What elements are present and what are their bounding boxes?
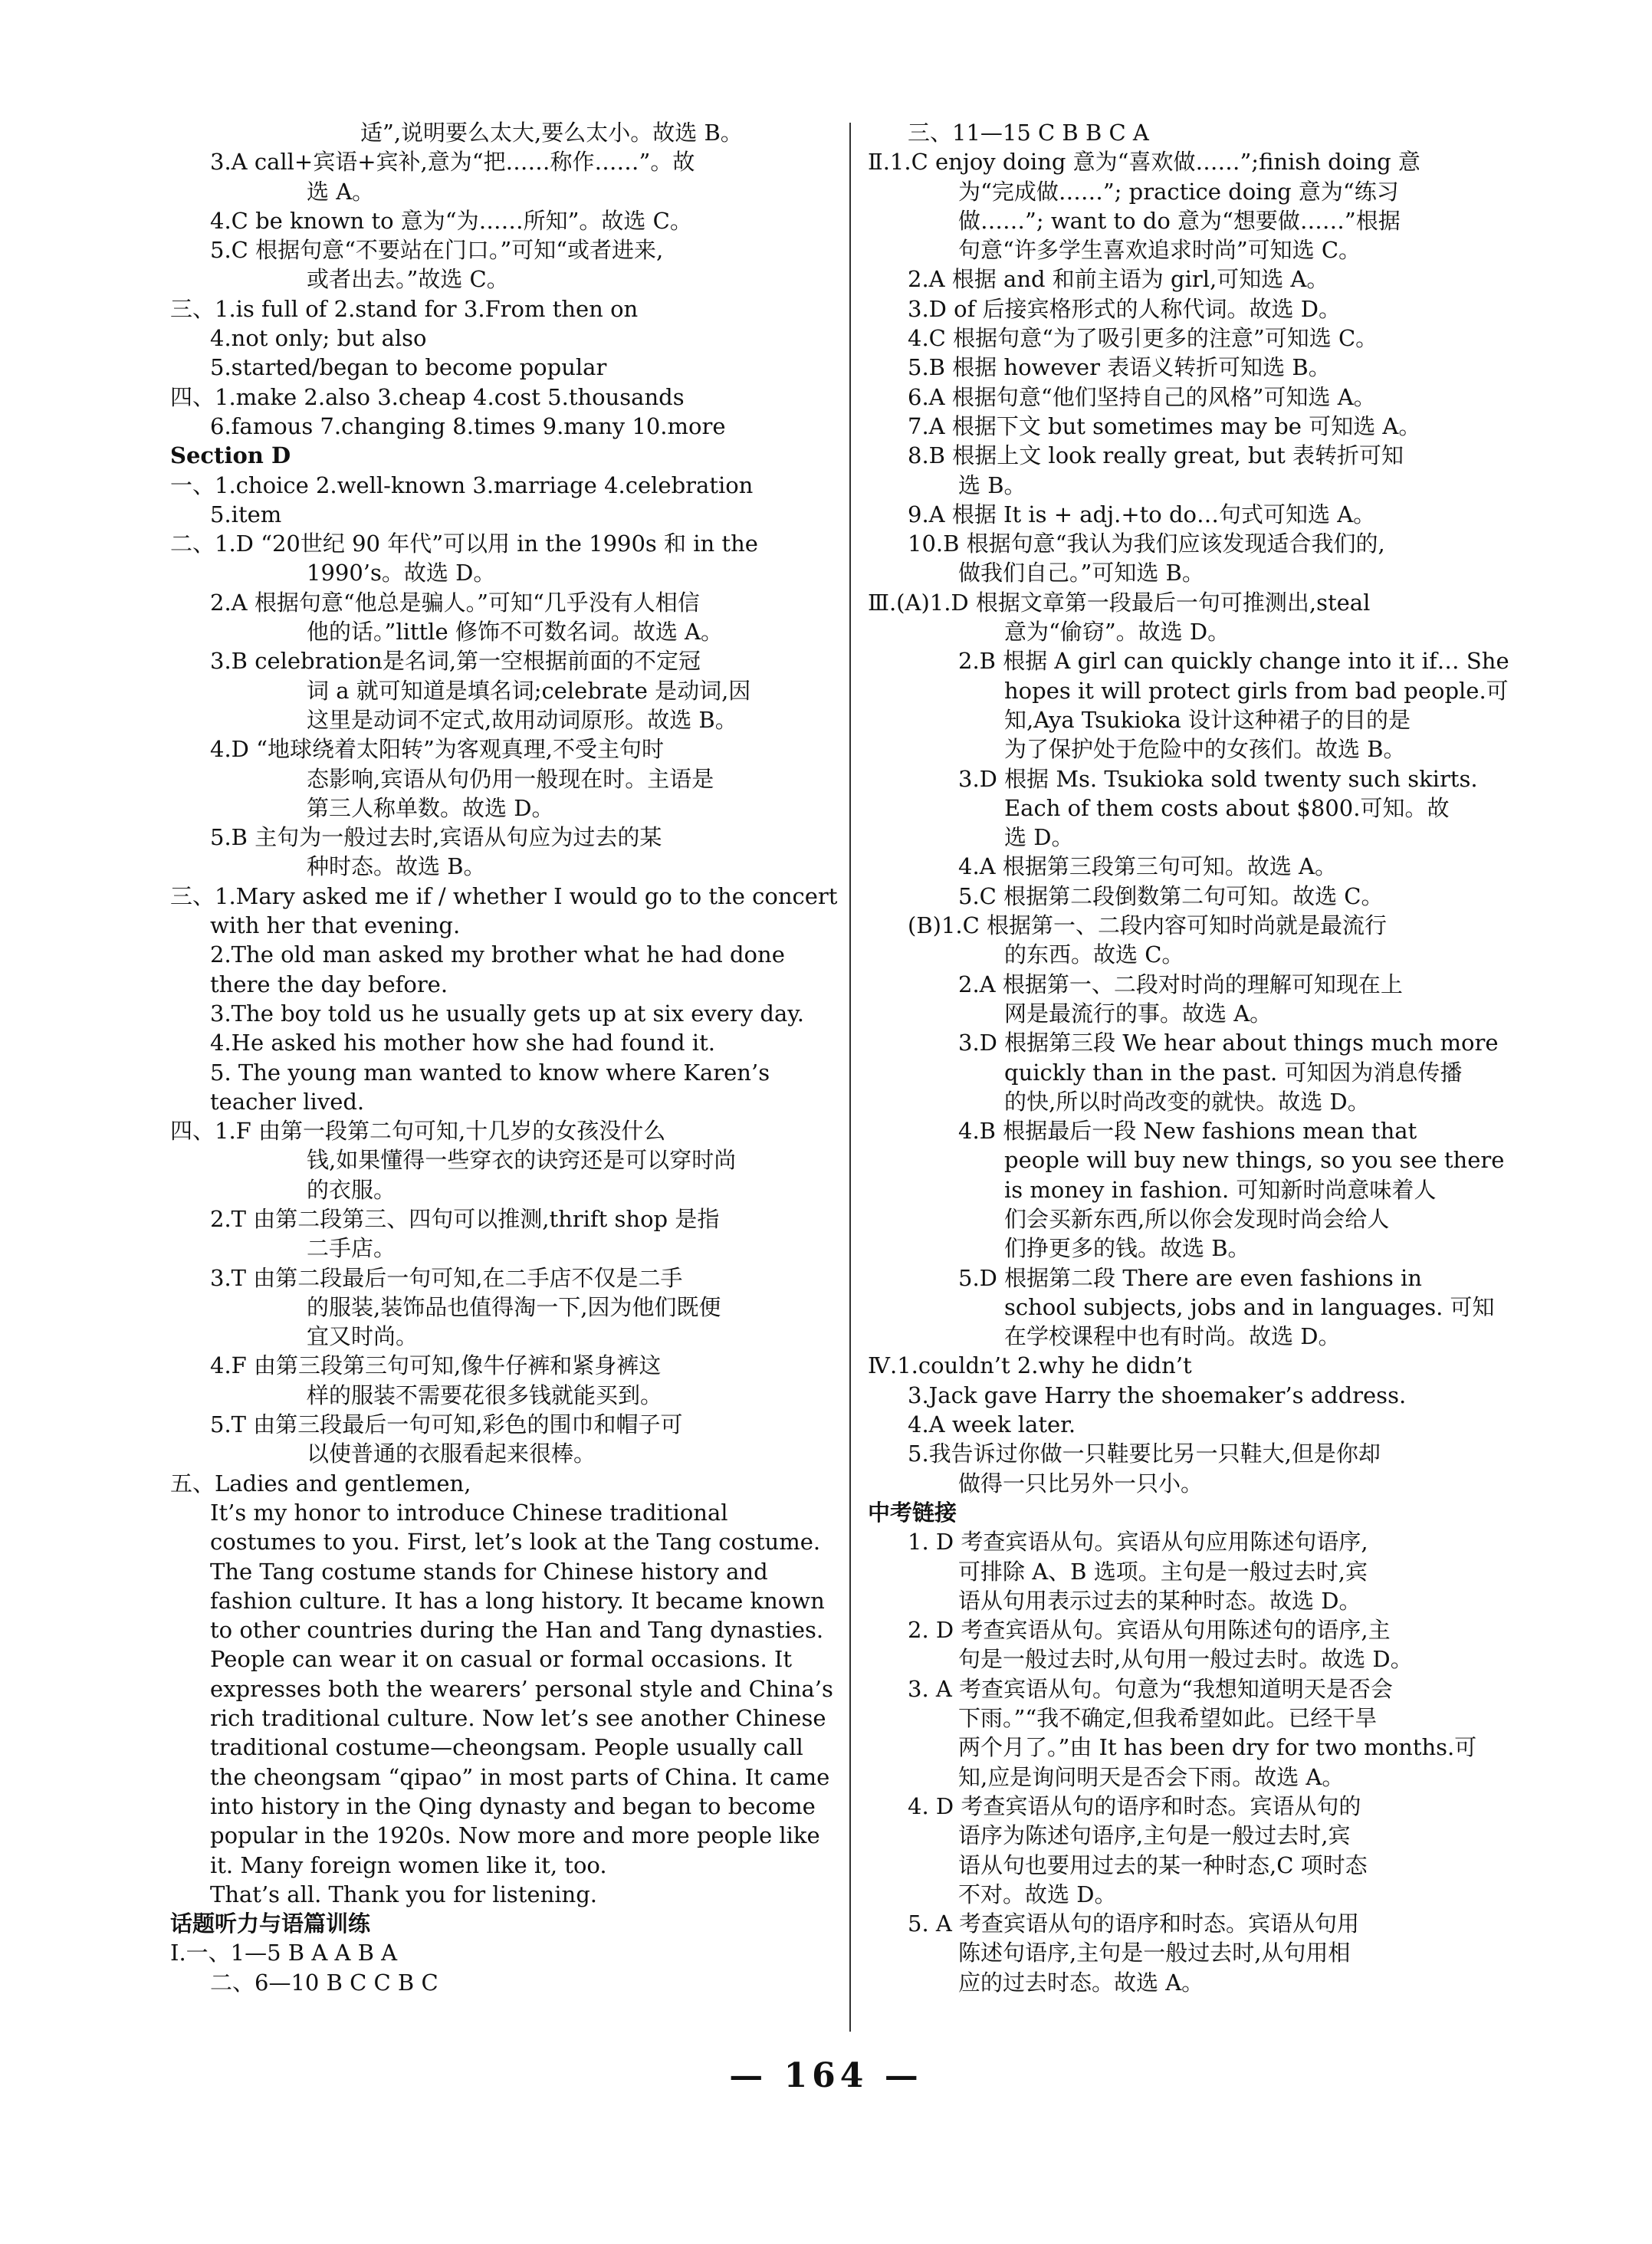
text-line: 6.A 根据句意“他们坚持自己的风格”可知选 A。 bbox=[908, 383, 1376, 410]
text-line: 在学校课程中也有时尚。故选 D。 bbox=[1004, 1323, 1341, 1350]
text-line: 4.not only; but also bbox=[210, 325, 427, 352]
text-line: 选 D。 bbox=[1004, 824, 1074, 851]
text-line: 语序为陈述句语序,主句是一般过去时,宾 bbox=[958, 1822, 1351, 1849]
text-line: with her that evening. bbox=[210, 912, 461, 939]
text-line: 第三人称单数。故选 D。 bbox=[307, 794, 554, 821]
text-line: 三、1.is full of 2.stand for 3.From then on bbox=[170, 295, 639, 322]
text-line: 选 B。 bbox=[958, 471, 1026, 498]
text-line: the cheongsam “qipao” in most parts of China. It came bbox=[210, 1763, 830, 1790]
text-line: 这里是动词不定式,故用动词原形。故选 B。 bbox=[307, 706, 737, 733]
text-line: It’s my honor to introduce Chinese traditional bbox=[210, 1499, 728, 1526]
text-line: 四、1.F 由第一段第二句可知,十几岁的女孩没什么 bbox=[170, 1118, 666, 1145]
text-line: 种时态。故选 B。 bbox=[307, 853, 486, 880]
text-line: 4.A week later. bbox=[908, 1411, 1076, 1438]
text-line: 2. D 考查宾语从句。宾语从句用陈述句的语序,主 bbox=[908, 1617, 1391, 1644]
text-line: 3.D 根据第三段 We hear about things much more bbox=[958, 1030, 1499, 1056]
text-line: 可排除 A、B 选项。主句是一般过去时,宾 bbox=[958, 1558, 1368, 1585]
page-number: — 164 — bbox=[729, 2056, 923, 2095]
text-line: 2.A 根据第一、二段对时尚的理解可知现在上 bbox=[958, 971, 1403, 997]
text-line: 知,Aya Tsukioka 设计这种裙子的目的是 bbox=[1004, 706, 1411, 733]
text-line: The Tang costume stands for Chinese history and bbox=[210, 1558, 768, 1585]
text-line: 5.我告诉过你做一只鞋要比另一只鞋大,但是你却 bbox=[908, 1441, 1381, 1467]
text-line: 词 a 就可知道是填名词;celebrate 是动词,因 bbox=[307, 677, 751, 704]
text-line: 意为“偷窃”。故选 D。 bbox=[1004, 619, 1230, 646]
text-line: 2.A 根据 and 和前主语为 girl,可知选 A。 bbox=[908, 266, 1329, 293]
text-line: 6.famous 7.changing 8.times 9.many 10.more bbox=[210, 412, 726, 439]
text-line: 2.The old man asked my brother what he had done bbox=[210, 941, 785, 968]
text-line: 网是最流行的事。故选 A。 bbox=[1004, 1000, 1273, 1027]
text-line: to other countries during the Han and Tang dynasties. bbox=[210, 1617, 824, 1644]
text-line: 4.B 根据最后一段 New fashions mean that bbox=[958, 1118, 1417, 1145]
text-line: 钱,如果懂得一些穿衣的诀窍还是可以穿时尚 bbox=[307, 1147, 737, 1174]
text-line: 句意“许多学生喜欢追求时尚”可知选 C。 bbox=[958, 237, 1361, 264]
column-divider bbox=[849, 123, 851, 2032]
text-line: 4.A 根据第三段第三句可知。故选 A。 bbox=[958, 853, 1337, 880]
text-line: 陈述句语序,主句是一般过去时,从句用相 bbox=[958, 1940, 1351, 1966]
text-line: 4.C 根据句意“为了吸引更多的注意”可知选 C。 bbox=[908, 325, 1378, 352]
text-line: Ⅲ.(A)1.D 根据文章第一段最后一句可推测出,steal bbox=[868, 589, 1371, 616]
text-line: 语从句用表示过去的某种时态。故选 D。 bbox=[958, 1587, 1361, 1614]
text-line: 5. A 考查宾语从句的语序和时态。宾语从句用 bbox=[908, 1911, 1360, 1937]
text-line: people will buy new things, so you see there bbox=[1004, 1147, 1505, 1174]
text-line: 三、11—15 C B B C A bbox=[908, 120, 1149, 146]
text-line: 做得一只比另外一只小。 bbox=[958, 1470, 1204, 1497]
text-line: 他的话。”little 修饰不可数名词。故选 A。 bbox=[307, 619, 724, 646]
text-line: 二、1.D “20世纪 90 年代”可以用 in the 1990s 和 in the bbox=[170, 531, 758, 557]
left-column bbox=[170, 118, 845, 1997]
text-line: People can wear it on casual or formal occasions. It bbox=[210, 1646, 793, 1673]
text-line: 三、1.Mary asked me if / whether I would go to the concert bbox=[170, 882, 838, 909]
text-line: 4.C be known to 意为“为……所知”。故选 C。 bbox=[210, 207, 692, 234]
text-line: 适”,说明要么太大,要么太小。故选 B。 bbox=[360, 120, 743, 146]
right-column bbox=[868, 118, 1524, 1997]
text-line: is money in fashion. 可知新时尚意味着人 bbox=[1004, 1176, 1437, 1203]
text-line: 应的过去时态。故选 A。 bbox=[958, 1969, 1204, 1996]
text-line: 10.B 根据句意“我认为我们应该发现适合我们的, bbox=[908, 531, 1385, 557]
text-line: 5.C 根据句意“不要站在门口。”可知“或者进来, bbox=[210, 237, 664, 264]
text-line: 9.A 根据 It is + adj.+to do…句式可知选 A。 bbox=[908, 501, 1376, 527]
text-line: 3.Jack gave Harry the shoemaker’s address. bbox=[908, 1382, 1407, 1408]
text-line: 以使普通的衣服看起来很棒。 bbox=[307, 1441, 596, 1467]
text-line: school subjects, jobs and in languages. 可知 bbox=[1004, 1293, 1495, 1320]
text-line: 的衣服。 bbox=[307, 1176, 396, 1203]
text-line: 的服装,装饰品也值得淘一下,因为他们既便 bbox=[307, 1293, 721, 1320]
text-line: Ⅱ.1.C enjoy doing 意为“喜欢做……”;finish doing 意 bbox=[868, 149, 1420, 176]
text-line: there the day before. bbox=[210, 971, 448, 997]
text-line: 4.F 由第三段第三句可知,像牛仔裤和紧身裤这 bbox=[210, 1352, 662, 1379]
text-line: 5.B 根据 however 表语义转折可知选 B。 bbox=[908, 354, 1331, 381]
text-line: 5.B 主句为一般过去时,宾语从句应为过去的某 bbox=[210, 824, 662, 851]
text-line: 宜又时尚。 bbox=[307, 1323, 419, 1350]
text-line: 们挣更多的钱。故选 B。 bbox=[1004, 1235, 1250, 1262]
text-line: 3.The boy told us he usually gets up at six every day. bbox=[210, 1000, 804, 1027]
text-line: costumes to you. First, let’s look at the Tang costume. bbox=[210, 1529, 821, 1556]
text-line: 3. A 考查宾语从句。句意为“我想知道明天是否会 bbox=[908, 1675, 1393, 1702]
text-line: 5.T 由第三段最后一句可知,彩色的围巾和帽子可 bbox=[210, 1411, 683, 1438]
text-line: 做……”; want to do 意为“想要做……”根据 bbox=[958, 207, 1401, 234]
text-line: Ⅰ.一、1—5 B A A B A bbox=[170, 1940, 398, 1966]
text-line: 为了保护处于危险中的女孩们。故选 B。 bbox=[1004, 736, 1406, 763]
text-line: Ⅳ.1.couldn’t 2.why he didn’t bbox=[868, 1352, 1192, 1379]
text-line: 2.A 根据句意“他总是骗人。”可知“几乎没有人相信 bbox=[210, 589, 700, 616]
text-line: 5. The young man wanted to know where Karen’s bbox=[210, 1059, 770, 1086]
text-line: 7.A 根据下文 but sometimes may be 可知选 A。 bbox=[908, 412, 1421, 439]
text-line: 不对。故选 D。 bbox=[958, 1881, 1117, 1907]
text-line: 5.item bbox=[210, 501, 282, 527]
text-line: 们会买新东西,所以你会发现时尚会给人 bbox=[1004, 1205, 1390, 1232]
text-line: 二、6—10 B C C B C bbox=[210, 1969, 438, 1996]
text-line: 3.B celebration是名词,第一空根据前面的不定冠 bbox=[210, 648, 701, 675]
text-line: 语从句也要用过去的某一种时态,C 项时态 bbox=[958, 1851, 1368, 1878]
text-line: quickly than in the past. 可知因为消息传播 bbox=[1004, 1059, 1463, 1086]
text-line: fashion culture. It has a long history. It became known bbox=[210, 1587, 825, 1614]
text-line: 5.D 根据第二段 There are even fashions in bbox=[958, 1264, 1422, 1291]
text-line: 知,应是询问明天是否会下雨。故选 A。 bbox=[958, 1763, 1345, 1790]
text-line: 做我们自己。”可知选 B。 bbox=[958, 560, 1204, 586]
text-line: That’s all. Thank you for listening. bbox=[210, 1881, 598, 1907]
text-line: 8.B 根据上文 look really great, but 表转折可知 bbox=[908, 442, 1404, 469]
text-line: 4. D 考查宾语从句的语序和时态。宾语从句的 bbox=[908, 1792, 1361, 1819]
section-heading: Section D bbox=[170, 442, 291, 469]
text-line: into history in the Qing dynasty and began to become bbox=[210, 1792, 816, 1819]
text-line: 4.D “地球绕着太阳转”为客观真理,不受主句时 bbox=[210, 736, 665, 763]
text-line: 二手店。 bbox=[307, 1235, 396, 1262]
text-line: 2.B 根据 A girl can quickly change into it if… She bbox=[958, 648, 1509, 675]
text-line: 3.T 由第二段最后一句可知,在二手店不仅是二手 bbox=[210, 1264, 683, 1291]
text-line: 选 A。 bbox=[307, 178, 375, 205]
text-line: 4.He asked his mother how she had found it. bbox=[210, 1030, 715, 1056]
text-line: it. Many foreign women like it, too. bbox=[210, 1851, 607, 1878]
text-line: 1. D 考查宾语从句。宾语从句应用陈述句语序, bbox=[908, 1529, 1368, 1556]
text-line: popular in the 1920s. Now more and more people like bbox=[210, 1822, 820, 1849]
text-line: 为“完成做……”; practice doing 意为“练习 bbox=[958, 178, 1399, 205]
text-line: (B)1.C 根据第一、二段内容可知时尚就是最流行 bbox=[908, 912, 1388, 939]
text-line: 五、Ladies and gentlemen, bbox=[170, 1470, 471, 1497]
text-line: hopes it will protect girls from bad people.可 bbox=[1004, 677, 1509, 704]
text-line: 5.C 根据第二段倒数第二句可知。故选 C。 bbox=[958, 882, 1384, 909]
text-line: 3.D of 后接宾格形式的人称代词。故选 D。 bbox=[908, 295, 1342, 322]
section-heading: 话题听力与语篇训练 bbox=[170, 1911, 371, 1937]
text-line: 句是一般过去时,从句用一般过去时。故选 D。 bbox=[958, 1646, 1413, 1673]
text-line: 的东西。故选 C。 bbox=[1004, 941, 1184, 968]
text-line: 样的服装不需要花很多钱就能买到。 bbox=[307, 1382, 663, 1408]
section-heading: 中考链接 bbox=[868, 1499, 957, 1526]
text-line: rich traditional culture. Now let’s see another Chinese bbox=[210, 1705, 826, 1732]
text-line: expresses both the wearers’ personal style and China’s bbox=[210, 1675, 833, 1702]
text-line: 下雨。”“我不确定,但我希望如此。已经干旱 bbox=[958, 1705, 1378, 1732]
text-line: 1990’s。故选 D。 bbox=[307, 560, 496, 586]
text-line: 两个月了。”由 It has been dry for two months.可 bbox=[958, 1734, 1477, 1761]
text-line: teacher lived. bbox=[210, 1088, 365, 1115]
text-line: 2.T 由第二段第三、四句可以推测,thrift shop 是指 bbox=[210, 1205, 720, 1232]
text-line: 或者出去。”故选 C。 bbox=[307, 266, 509, 293]
text-line: traditional costume—cheongsam. People usually call bbox=[210, 1734, 803, 1761]
text-line: 的快,所以时尚改变的就快。故选 D。 bbox=[1004, 1088, 1370, 1115]
text-line: 一、1.choice 2.well-known 3.marriage 4.celebration bbox=[170, 471, 754, 498]
text-line: Each of them costs about $800.可知。故 bbox=[1004, 794, 1450, 821]
text-line: 5.started/began to become popular bbox=[210, 354, 607, 381]
text-line: 四、1.make 2.also 3.cheap 4.cost 5.thousands bbox=[170, 383, 685, 410]
text-line: 3.D 根据 Ms. Tsukioka sold twenty such skirts. bbox=[958, 765, 1478, 792]
text-line: 3.A call+宾语+宾补,意为“把……称作……”。故 bbox=[210, 149, 695, 176]
text-line: 态影响,宾语从句仍用一般现在时。主语是 bbox=[307, 765, 714, 792]
